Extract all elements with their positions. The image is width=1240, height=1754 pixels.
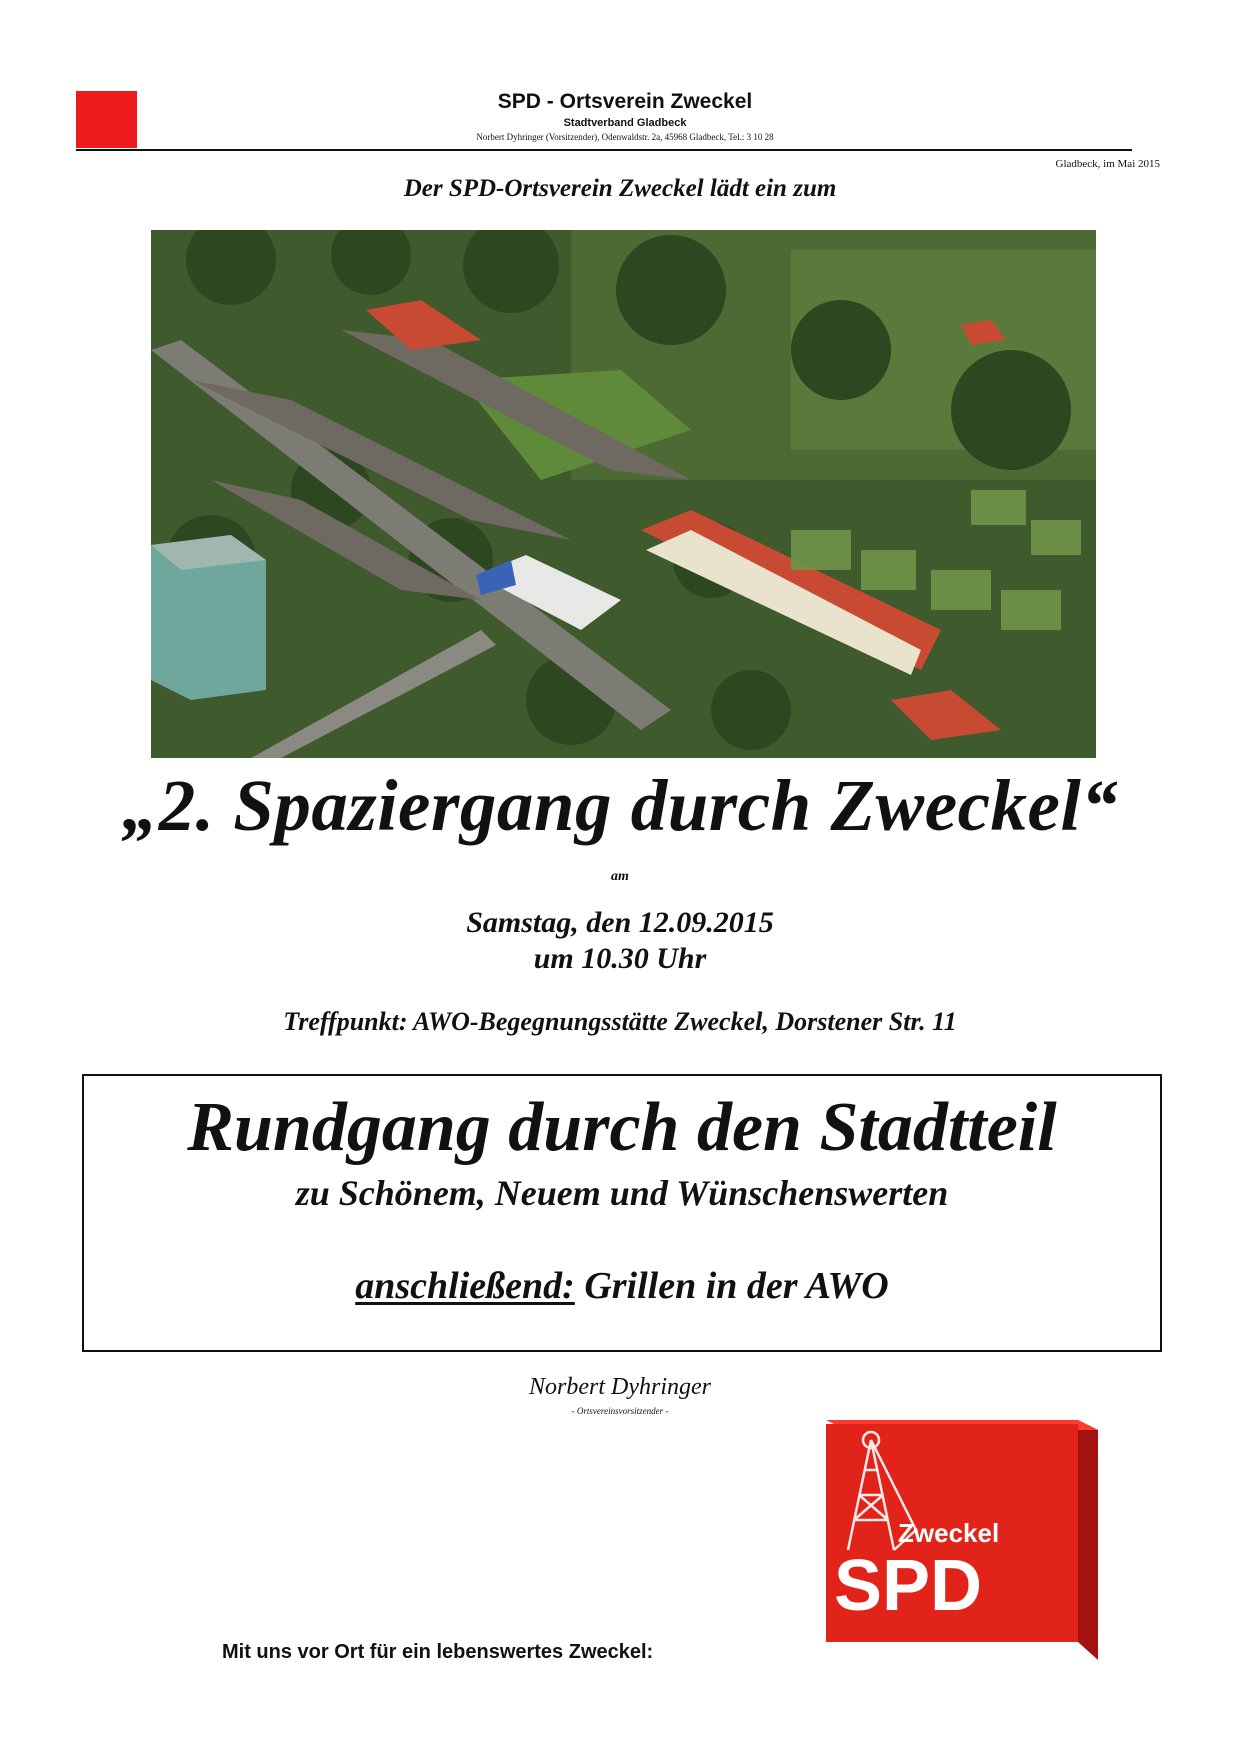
am-label: am bbox=[611, 869, 629, 884]
program-title: Rundgang durch den Stadtteil bbox=[187, 1089, 1057, 1166]
logo-party: SPD bbox=[834, 1546, 983, 1626]
logo-place: Zweckel bbox=[898, 1518, 1000, 1548]
afterwards-label: anschließend: bbox=[355, 1265, 575, 1307]
spd-cube-logo-icon bbox=[826, 1420, 1098, 1660]
org-sub-name: Stadtverband Gladbeck bbox=[563, 117, 687, 129]
event-time: um 10.30 Uhr bbox=[533, 942, 707, 975]
org-address: Norbert Dyhringer (Vorsitzender), Odenwaldstr. 2a, 45968 Gladbeck, Tel.: 3 10 28 bbox=[476, 132, 774, 142]
event-date: Samstag, den 12.09.2015 bbox=[466, 906, 774, 939]
letterhead-red-square bbox=[76, 91, 137, 148]
letterhead-rule bbox=[76, 149, 1132, 151]
program-box bbox=[82, 1074, 1162, 1352]
org-name: SPD - Ortsverein Zweckel bbox=[497, 90, 753, 113]
aerial-photo-icon bbox=[151, 230, 1096, 758]
slogan: Mit uns vor Ort für ein lebenswertes Zweckel: bbox=[222, 1641, 654, 1663]
signature-role: - Ortsvereinsvorsitzender - bbox=[571, 1406, 669, 1416]
invitation-intro: Der SPD-Ortsverein Zweckel lädt ein zum bbox=[403, 175, 837, 202]
program-afterwards bbox=[84, 1264, 1160, 1308]
event-headline: „2. Spaziergang durch Zweckel“ bbox=[121, 765, 1119, 846]
signature-name: Norbert Dyhringer bbox=[529, 1374, 711, 1400]
program-subtitle: zu Schönem, Neuem und Wünschenswerten bbox=[295, 1173, 949, 1213]
dateline: Gladbeck, im Mai 2015 bbox=[1055, 158, 1160, 170]
meeting-point: Treffpunkt: AWO-Begegnungsstätte Zweckel, Dorstener Str. 11 bbox=[283, 1007, 957, 1036]
afterwards-text: Grillen in der AWO bbox=[574, 1265, 889, 1307]
